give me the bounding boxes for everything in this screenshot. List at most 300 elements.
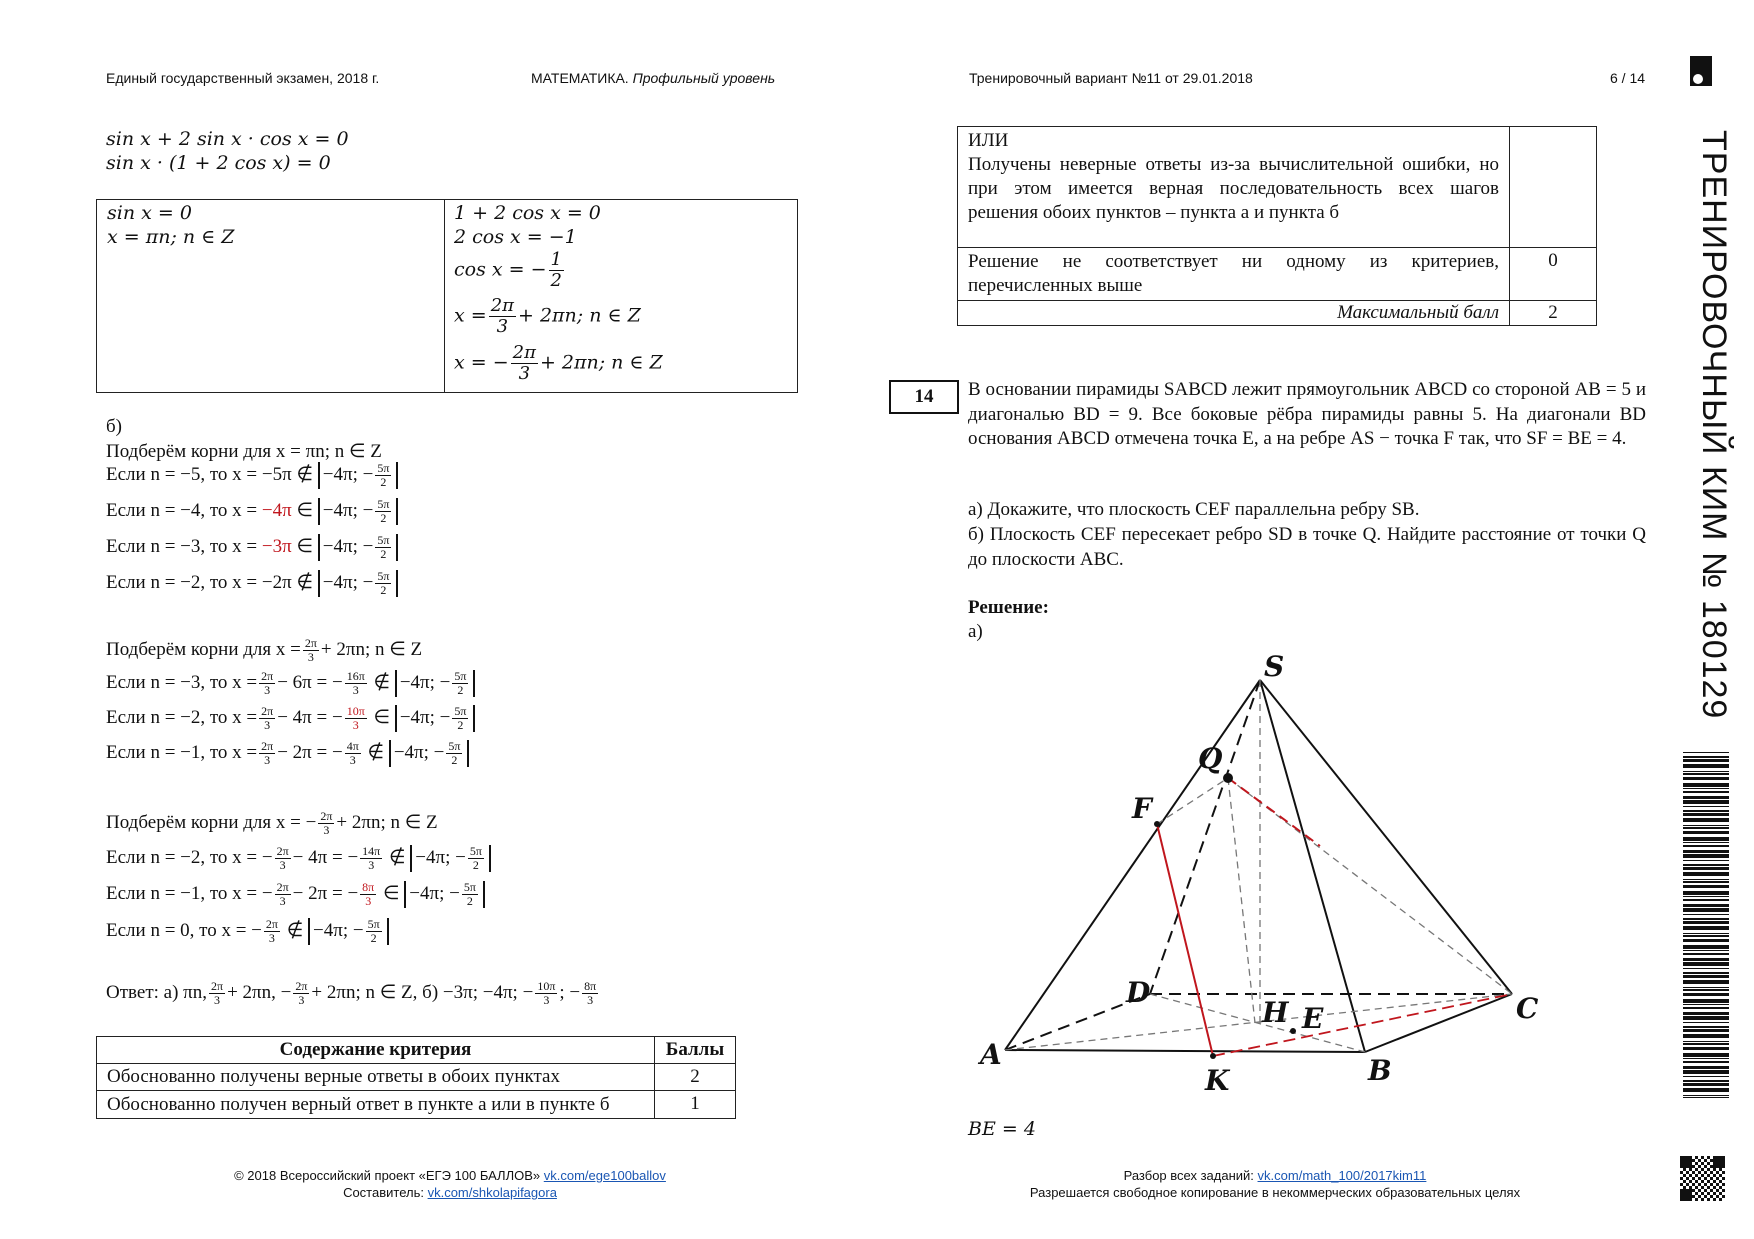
barcode-bar <box>1683 756 1729 758</box>
fraction-num: 2π <box>265 917 278 931</box>
qr-module <box>1683 1186 1686 1189</box>
qr-module <box>1701 1156 1704 1159</box>
qr-module <box>1716 1195 1719 1198</box>
barcode-bar <box>1683 813 1729 816</box>
qr-module <box>1710 1177 1713 1180</box>
qr-module <box>1719 1156 1722 1159</box>
result-num: 10π <box>346 704 365 718</box>
ans-f4-d: 3 <box>587 993 594 1007</box>
qr-module <box>1689 1168 1692 1171</box>
fraction-den: 2 <box>466 894 473 908</box>
diag-AC <box>1005 994 1512 1050</box>
ans-frac-3 <box>535 980 557 1007</box>
fraction <box>375 534 391 561</box>
qr-module <box>1686 1183 1689 1186</box>
qr-module <box>1713 1168 1716 1171</box>
barcode-bar <box>1683 850 1729 853</box>
barcode-bar <box>1683 1034 1729 1038</box>
solution-heading: Решение: <box>968 597 1049 618</box>
qr-module <box>1719 1198 1722 1201</box>
equation-1: sin x + 2 sin x · cos x = 0 <box>106 128 349 150</box>
case-root-1 <box>454 296 641 337</box>
qr-module <box>1716 1159 1719 1162</box>
qr-module <box>1716 1177 1719 1180</box>
qr-module <box>1686 1162 1689 1165</box>
qr-module <box>1713 1192 1716 1195</box>
qr-module <box>1719 1162 1722 1165</box>
group3-row <box>106 881 485 908</box>
row-mid: − 4π = − <box>292 846 359 868</box>
qr-module <box>1707 1186 1710 1189</box>
qr-module <box>1710 1183 1713 1186</box>
qr-module <box>1686 1165 1689 1168</box>
qr-module <box>1683 1198 1686 1201</box>
case-sin-zero: sin x = 0 <box>107 202 192 224</box>
group3-row <box>106 845 491 872</box>
footer-link-analysis[interactable]: vk.com/math_100/2017kim11 <box>1257 1168 1427 1183</box>
criteria-head-content: Содержание критерия <box>97 1037 655 1064</box>
barcode-bar <box>1683 1066 1729 1069</box>
result-den: 3 <box>368 858 375 872</box>
barcode-bar <box>1683 777 1729 780</box>
g3t-num: 2π <box>320 809 333 823</box>
half-den: 2 <box>550 270 562 291</box>
barcode-bar <box>1683 918 1729 920</box>
group1-title: Подберём корни для x = πn; n ∈ Z <box>106 441 382 462</box>
barcode-bar <box>1683 896 1729 897</box>
qr-module <box>1686 1198 1689 1201</box>
label-C: C <box>1516 992 1539 1025</box>
row-relation: ∈ <box>296 535 314 557</box>
qr-module <box>1695 1168 1698 1171</box>
barcode-bar <box>1683 773 1729 775</box>
header-exam-title: Единый государственный экзамен, 2018 г. <box>106 70 380 86</box>
barcode-bar <box>1683 1029 1729 1032</box>
fraction-den: 2 <box>451 753 458 767</box>
row-text: Если n = −2, то x = − <box>106 846 273 868</box>
barcode-bar <box>1683 1041 1729 1042</box>
fraction <box>375 570 391 597</box>
fraction-num: 5π <box>367 917 380 931</box>
group3-title-pre: Подберём корни для x = − <box>106 811 317 833</box>
answer-line <box>106 980 600 1007</box>
qr-module <box>1689 1186 1692 1189</box>
qr-module <box>1683 1192 1686 1195</box>
result-num: 14π <box>362 844 381 858</box>
qr-module <box>1692 1177 1695 1180</box>
barcode-bar <box>1683 953 1729 955</box>
answer-a3: + 2πn; n ∈ Z, б) −3π; −4π; − <box>311 981 534 1003</box>
qr-module <box>1707 1156 1710 1159</box>
qr-module <box>1686 1156 1689 1159</box>
solution-part-a: а) <box>968 621 983 642</box>
qr-module <box>1689 1165 1692 1168</box>
barcode-bar <box>1683 837 1729 841</box>
edge-AB <box>1005 1050 1365 1052</box>
qr-module <box>1692 1171 1695 1174</box>
barcode-bar <box>1683 885 1729 888</box>
barcode-bar <box>1683 945 1729 949</box>
qr-module <box>1722 1195 1725 1198</box>
root1-prefix: x = <box>454 304 487 327</box>
criteria-head-points: Баллы <box>655 1037 736 1064</box>
qr-module <box>1680 1165 1683 1168</box>
label-Q: Q <box>1198 742 1223 775</box>
fraction-num: 2π <box>276 844 289 858</box>
group2-row <box>106 670 475 697</box>
row-mid: − 2π = − <box>292 882 359 904</box>
fraction <box>264 918 280 945</box>
barcode-bar <box>1683 783 1729 787</box>
footer-right-line2: Разрешается свободное копирование в некоммерческих образовательных целях <box>1029 1185 1521 1200</box>
row-highlight: −4π <box>261 499 292 521</box>
ans-frac-1 <box>209 980 225 1007</box>
fraction-num: 5π <box>454 704 467 718</box>
qr-module <box>1701 1168 1704 1171</box>
barcode-bar <box>1683 879 1729 880</box>
qr-module <box>1719 1159 1722 1162</box>
header-subject-main: МАТЕМАТИКА. <box>531 70 629 86</box>
ans-f2-n: 2π <box>295 979 308 993</box>
fraction-num: 5π <box>377 569 390 583</box>
qr-module <box>1683 1180 1686 1183</box>
footer-link-ege100[interactable]: vk.com/ege100ballov <box>543 1168 666 1183</box>
point-K <box>1210 1053 1216 1059</box>
criteria-cont-row-2-points: 0 <box>1510 248 1597 301</box>
criteria-cont-row-1-points <box>1510 127 1597 248</box>
fraction <box>275 881 291 908</box>
qr-module <box>1713 1159 1716 1162</box>
qr-module <box>1683 1156 1686 1159</box>
qr-module <box>1680 1156 1683 1159</box>
qr-module <box>1713 1174 1716 1177</box>
segment-FK <box>1157 824 1213 1056</box>
qr-module <box>1698 1171 1701 1174</box>
footer-author-label: Составитель: <box>343 1185 424 1200</box>
interval-left: −4π; − <box>322 463 374 485</box>
qr-module <box>1707 1192 1710 1195</box>
barcode-bar <box>1683 825 1729 826</box>
qr-module <box>1704 1183 1707 1186</box>
fraction-den: 3 <box>264 753 271 767</box>
group1-row <box>106 498 398 525</box>
qr-module <box>1701 1186 1704 1189</box>
g3t-den: 3 <box>323 823 330 837</box>
qr-module <box>1719 1168 1722 1171</box>
qr-module <box>1713 1165 1716 1168</box>
criteria-row-1-text: Обоснованно получены верные ответы в обоих пунктах <box>97 1064 655 1091</box>
root1-fraction <box>489 296 516 337</box>
edge-SD <box>1150 680 1260 994</box>
group1-row <box>106 534 398 561</box>
diag-DB <box>1150 994 1365 1052</box>
result-fraction <box>360 845 382 872</box>
qr-module <box>1683 1168 1686 1171</box>
group1-row <box>106 462 398 489</box>
qr-module <box>1701 1198 1704 1201</box>
ans-f2-d: 3 <box>298 993 305 1007</box>
barcode-bar <box>1683 914 1729 915</box>
barcode-bar <box>1683 796 1729 799</box>
point-E <box>1290 1028 1296 1034</box>
qr-module <box>1683 1162 1686 1165</box>
barcode <box>1683 752 1729 1098</box>
interval-bracket <box>404 881 485 908</box>
qr-module <box>1719 1192 1722 1195</box>
qr-module <box>1722 1156 1725 1159</box>
qr-module <box>1680 1192 1683 1195</box>
fraction-den: 2 <box>380 511 387 525</box>
interval-left: −4π; − <box>409 882 460 904</box>
qr-module <box>1683 1174 1686 1177</box>
criteria-row-2-points: 1 <box>655 1091 736 1119</box>
barcode-bar <box>1683 860 1729 861</box>
criteria-cont-max-points: 2 <box>1510 301 1597 326</box>
qr-module <box>1680 1162 1683 1165</box>
pyramid-figure <box>960 650 1540 1100</box>
qr-module <box>1710 1165 1713 1168</box>
fraction <box>462 881 478 908</box>
barcode-bar <box>1683 921 1729 924</box>
qr-module <box>1683 1189 1686 1192</box>
row-mid: − 2π = − <box>277 741 343 763</box>
interval-left: −4π; − <box>399 706 451 728</box>
qr-module <box>1707 1198 1710 1201</box>
qr-module <box>1722 1189 1725 1192</box>
qr-module <box>1707 1162 1710 1165</box>
interval-left: −4π; − <box>313 919 364 941</box>
fraction-num: 2π <box>276 880 289 894</box>
row-text: Если n = 0, то x = − <box>106 919 262 941</box>
qr-module <box>1695 1198 1698 1201</box>
group2-title-post: + 2πn; n ∈ Z <box>320 638 423 660</box>
barcode-bar <box>1683 1043 1729 1045</box>
segment-QH <box>1228 778 1255 1023</box>
qr-module <box>1710 1195 1713 1198</box>
barcode-bar <box>1683 908 1729 912</box>
barcode-bar <box>1683 806 1729 807</box>
barcode-bar <box>1683 1083 1729 1086</box>
row-relation: ∈ <box>296 499 314 521</box>
fraction <box>375 462 391 489</box>
root2-den: 3 <box>518 363 531 384</box>
fraction-den: 2 <box>457 718 464 732</box>
case-cos-eq2: 2 cos x = −1 <box>454 226 577 248</box>
label-B: B <box>1368 1054 1392 1087</box>
interval-left: −4π; − <box>322 499 374 521</box>
root1-suffix: + 2πn; n ∈ Z <box>517 304 641 327</box>
qr-module <box>1689 1195 1692 1198</box>
qr-module <box>1686 1192 1689 1195</box>
qr-module <box>1698 1177 1701 1180</box>
qr-module <box>1701 1162 1704 1165</box>
task-number-box: 14 <box>889 380 959 414</box>
root2-prefix: x = − <box>454 351 509 374</box>
segment-QC-red <box>1228 778 1320 846</box>
fraction <box>446 740 462 767</box>
barcode-bar <box>1683 933 1729 934</box>
criteria-cont-row-2: Решение не соответствует ни одному из критериев, перечисленных выше <box>958 248 1510 301</box>
barcode-bar <box>1683 1047 1729 1050</box>
fraction-den: 3 <box>279 858 286 872</box>
qr-module <box>1683 1195 1686 1198</box>
fraction-den: 3 <box>264 718 271 732</box>
case-cos-eq: 1 + 2 cos x = 0 <box>454 202 601 224</box>
fraction <box>468 845 484 872</box>
fraction-num: 5π <box>377 461 390 475</box>
result-fraction <box>345 670 367 697</box>
result-fraction <box>345 740 361 767</box>
qr-module <box>1689 1192 1692 1195</box>
fraction-num: 5π <box>463 880 476 894</box>
qr-module <box>1695 1174 1698 1177</box>
qr-module <box>1722 1177 1725 1180</box>
barcode-bar <box>1683 904 1729 907</box>
barcode-bar <box>1683 800 1729 804</box>
qr-module <box>1713 1156 1716 1159</box>
root2-fraction <box>511 343 538 384</box>
qr-module <box>1686 1171 1689 1174</box>
footer-copyright: © 2018 Всероссийский проект «ЕГЭ 100 БАЛЛОВ» <box>234 1168 541 1183</box>
barcode-bar <box>1683 950 1729 951</box>
fraction <box>259 670 275 697</box>
qr-module <box>1692 1189 1695 1192</box>
qr-module <box>1713 1186 1716 1189</box>
qr-module <box>1716 1171 1719 1174</box>
root2-num: 2π <box>512 342 536 363</box>
criteria-cont-max: Максимальный балл <box>958 301 1510 326</box>
group2-row <box>106 705 475 732</box>
barcode-bar <box>1683 975 1729 978</box>
qr-module <box>1713 1180 1716 1183</box>
row-text: Если n = −3, то x = <box>106 671 258 693</box>
group2-title-fraction <box>303 637 319 664</box>
row-relation: ∉ <box>296 463 314 485</box>
barcode-bar <box>1683 1012 1729 1015</box>
qr-module <box>1707 1180 1710 1183</box>
segment-FQ <box>1157 778 1228 824</box>
half-num: 1 <box>550 249 562 270</box>
barcode-bar <box>1683 987 1729 988</box>
barcode-bar <box>1683 972 1729 974</box>
barcode-bar <box>1683 810 1729 812</box>
qr-module <box>1683 1159 1686 1162</box>
qr-code <box>1680 1156 1726 1202</box>
result-den: 3 <box>352 718 359 732</box>
fraction-num: 5π <box>454 669 467 683</box>
qr-module <box>1692 1159 1695 1162</box>
qr-module <box>1722 1162 1725 1165</box>
qr-module <box>1689 1159 1692 1162</box>
half-fraction <box>549 250 564 291</box>
qr-module <box>1704 1195 1707 1198</box>
edge-SC <box>1260 680 1512 994</box>
ans-f4-n: 8π <box>584 979 597 993</box>
fraction-den: 2 <box>380 475 387 489</box>
barcode-bar <box>1683 899 1729 901</box>
barcode-bar <box>1683 939 1729 942</box>
fraction-num: 5π <box>377 533 390 547</box>
root1-num: 2π <box>490 295 514 316</box>
header-variant: Тренировочный вариант №11 от 29.01.2018 <box>969 70 1253 86</box>
qr-module <box>1716 1162 1719 1165</box>
barcode-bar <box>1683 752 1729 753</box>
barcode-bar <box>1683 1007 1729 1009</box>
interval-left: −4π; − <box>322 535 374 557</box>
barcode-bar <box>1683 771 1729 772</box>
qr-module <box>1716 1165 1719 1168</box>
interval-bracket <box>318 462 399 489</box>
qr-module <box>1704 1165 1707 1168</box>
group1-row <box>106 570 398 597</box>
corner-marker-dot <box>1693 74 1703 84</box>
qr-module <box>1686 1159 1689 1162</box>
qr-module <box>1701 1192 1704 1195</box>
fraction-num: 2π <box>261 739 274 753</box>
label-A: A <box>980 1038 1002 1071</box>
qr-module <box>1710 1189 1713 1192</box>
ans-frac-4 <box>582 980 598 1007</box>
barcode-bar <box>1683 926 1729 930</box>
criteria-table <box>96 1036 736 1119</box>
barcode-bar <box>1683 881 1729 883</box>
group2-title-pre: Подберём корни для x = <box>106 638 301 660</box>
fraction <box>375 498 391 525</box>
root1-den: 3 <box>496 316 509 337</box>
row-relation: ∉ <box>286 919 304 941</box>
row-mid: − 6π = − <box>277 671 343 693</box>
case-root-2 <box>454 343 663 384</box>
barcode-bar <box>1683 1058 1729 1059</box>
barcode-bar <box>1683 968 1729 969</box>
qr-module <box>1686 1195 1689 1198</box>
barcode-bar <box>1683 1026 1729 1028</box>
barcode-bar <box>1683 872 1729 876</box>
qr-module <box>1692 1195 1695 1198</box>
qr-module <box>1689 1198 1692 1201</box>
fraction-den: 2 <box>380 583 387 597</box>
result-fraction <box>345 705 367 732</box>
interval-left: −4π; − <box>393 741 445 763</box>
qr-module <box>1716 1189 1719 1192</box>
result-den: 3 <box>352 683 359 697</box>
qr-module <box>1680 1198 1683 1201</box>
barcode-bar <box>1683 864 1729 866</box>
row-mid: − 4π = − <box>277 706 343 728</box>
qr-module <box>1692 1165 1695 1168</box>
part-b-label: б) <box>106 416 122 437</box>
row-relation: ∉ <box>373 671 391 693</box>
fraction-num: 5π <box>448 739 461 753</box>
cos-value-prefix: cos x = − <box>454 258 547 281</box>
cases-table <box>96 199 798 393</box>
barcode-bar <box>1683 1088 1729 1092</box>
qr-module <box>1722 1165 1725 1168</box>
footer-link-author[interactable]: vk.com/shkolapifagora <box>427 1185 557 1200</box>
qr-module <box>1680 1159 1683 1162</box>
fraction <box>366 918 382 945</box>
barcode-bar <box>1683 1061 1729 1063</box>
fraction-num: 2π <box>261 669 274 683</box>
barcode-bar <box>1683 788 1729 789</box>
root2-suffix: + 2πn; n ∈ Z <box>539 351 663 374</box>
row-text: Если n = −1, то x = − <box>106 882 273 904</box>
qr-module <box>1692 1183 1695 1186</box>
qr-module <box>1689 1162 1692 1165</box>
interval-bracket <box>318 534 399 561</box>
qr-module <box>1698 1195 1701 1198</box>
barcode-bar <box>1683 854 1729 858</box>
